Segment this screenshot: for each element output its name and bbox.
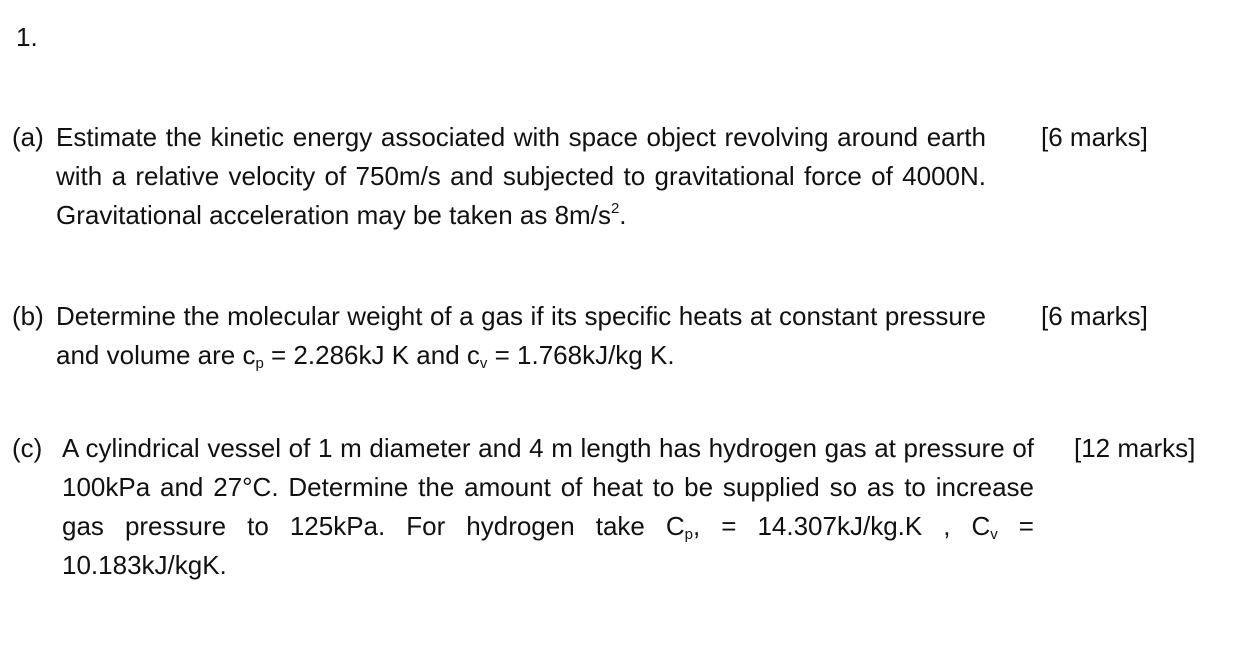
part-c-marks: [12 marks] — [1074, 433, 1196, 463]
question-part-c — [12, 429, 1042, 589]
part-a-unit-exponent: 2 — [610, 200, 620, 217]
part-b-text — [56, 297, 986, 375]
question-part-b — [12, 297, 992, 377]
part-c-text-3: = 10.183kJ/kgK. — [62, 511, 1034, 580]
part-c-text — [62, 429, 1034, 585]
part-c-subscript-v: v — [990, 526, 998, 543]
question-number: 1. — [16, 22, 38, 52]
part-a-text — [56, 118, 986, 235]
part-c-text-1: A cylindrical vessel of 1 m diameter and 4 m length has hydrogen gas at pressure of 100kPa and 27°C. Determine the amount of heat to be supplied so as to increase gas pressure to 125kPa. For hydrogen take C — [62, 433, 1034, 541]
part-a-text-main: Estimate the kinetic energy associated with space object revolving around earth with a relative velocity of 750m/s and subjected to gravitational force of 4000N. Gravitational acceleration may be taken as 8m/s — [56, 122, 986, 230]
part-b-text-1: Determine the molecular weight of a gas if its specific heats at constant pressure and volume are c — [56, 301, 986, 370]
part-b-text-2: = 2.286kJ K and c — [263, 340, 480, 370]
part-b-label: (b) — [12, 301, 44, 331]
part-a-marks: [6 marks] — [1041, 122, 1148, 152]
part-c-label: (c) — [12, 433, 43, 463]
part-a-label: (a) — [12, 122, 44, 152]
part-b-subscript-v: v — [479, 355, 488, 372]
part-a-text-end: . — [619, 200, 627, 230]
part-b-marks: [6 marks] — [1041, 301, 1148, 331]
part-c-subscript-p: p — [684, 526, 693, 543]
part-b-text-3: = 1.768kJ/kg K. — [487, 340, 675, 370]
question-part-a — [12, 118, 992, 278]
part-b-subscript-p: p — [255, 355, 264, 372]
part-c-text-2: , = 14.307kJ/kg.K , C — [693, 511, 991, 541]
